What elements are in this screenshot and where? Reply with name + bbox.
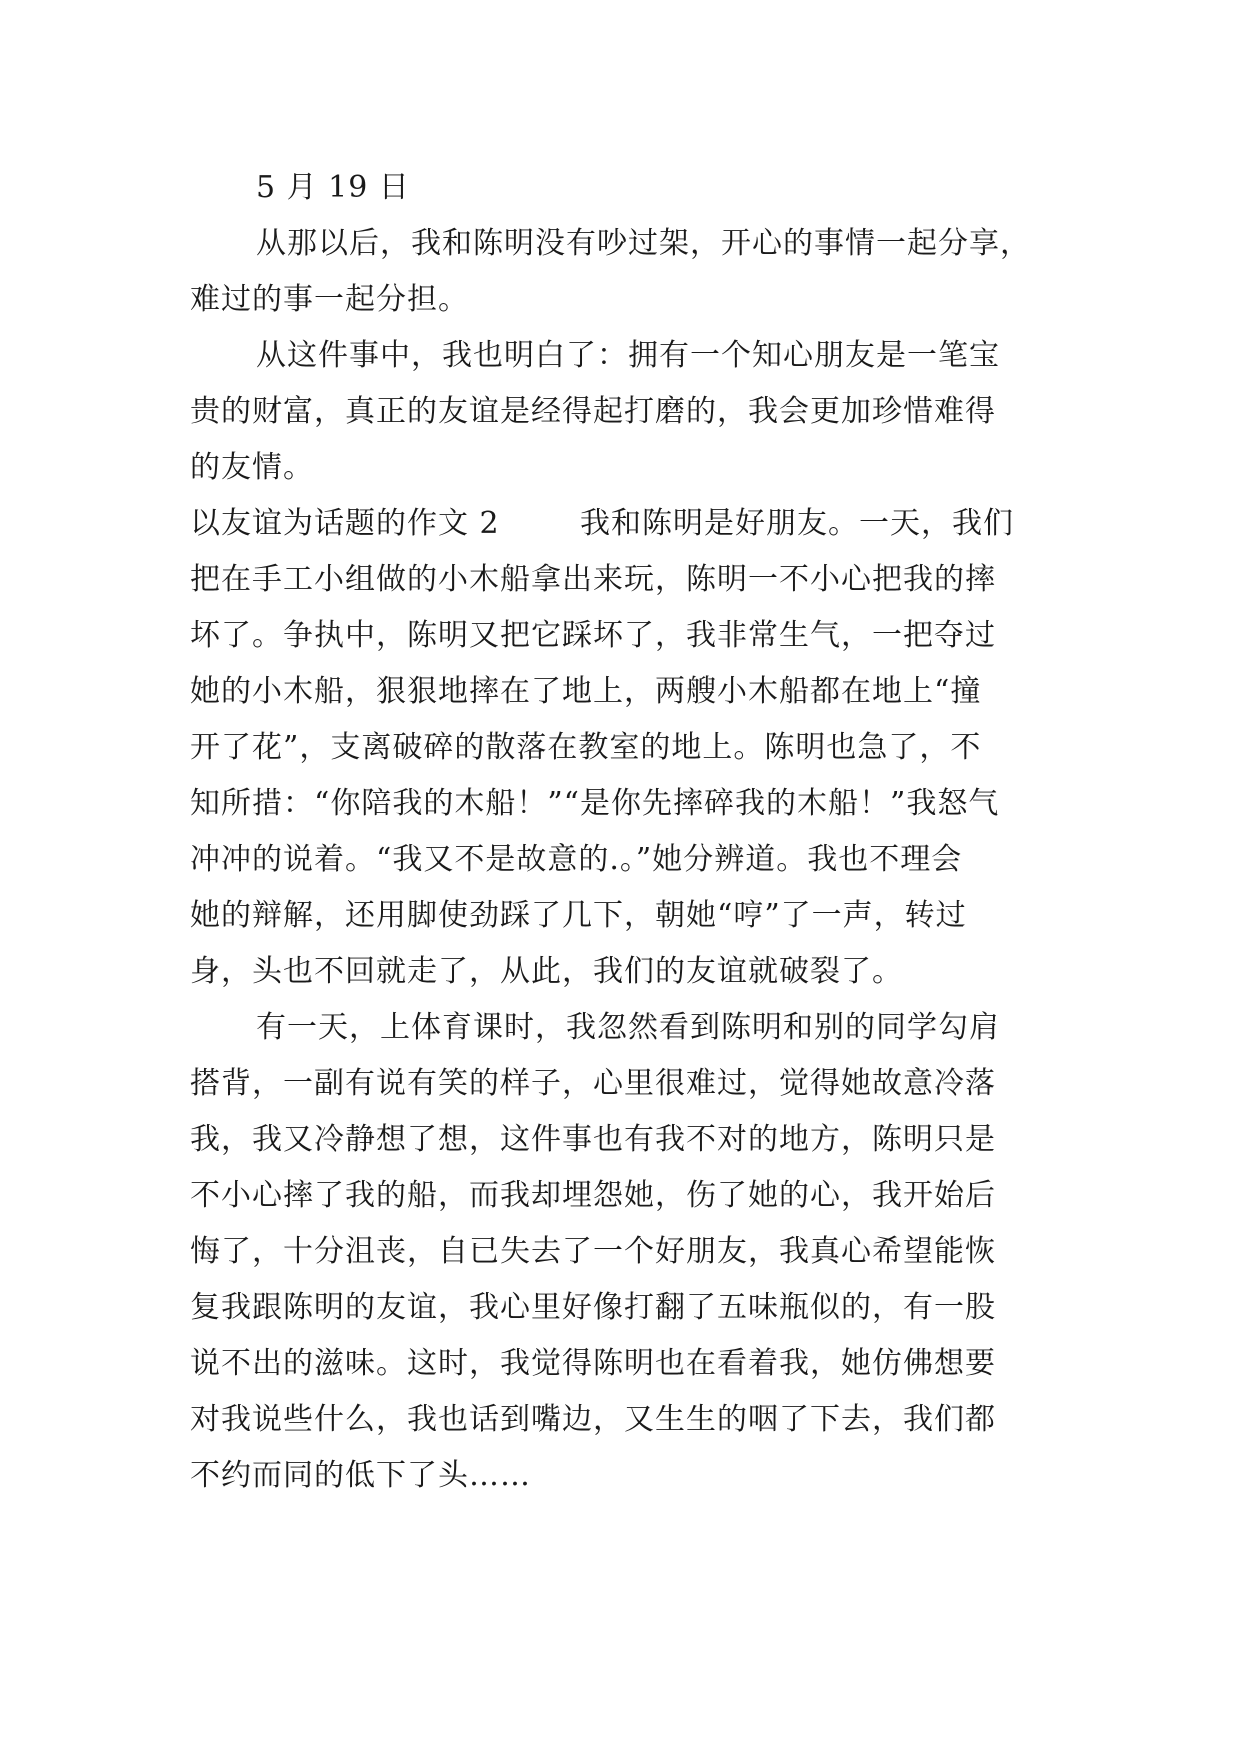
text-line: 有一天，上体育课时，我忽然看到陈明和别的同学勾肩 xyxy=(256,1010,1000,1045)
paragraph-4 xyxy=(190,1000,1050,1504)
text-line: 她的辩解，还用脚使劲踩了几下，朝她“哼”了一声，转过 xyxy=(190,898,967,933)
text-line: 把在手工小组做的小木船拿出来玩，陈明一不小心把我的摔 xyxy=(190,562,996,597)
text-line: 坏了。争执中，陈明又把它踩坏了，我非常生气，一把夺过 xyxy=(190,618,996,653)
text-line: 她的小木船，狠狠地摔在了地上，两艘小木船都在地上“撞 xyxy=(190,674,982,709)
text-line: 不约而同的低下了头…… xyxy=(190,1458,531,1493)
text-line: 贵的财富，真正的友谊是经得起打磨的，我会更加珍惜难得 xyxy=(190,394,996,429)
text-line: 不小心摔了我的船，而我却埋怨她，伤了她的心，我开始后 xyxy=(190,1178,996,1213)
text-line: 我，我又冷静想了想，这件事也有我不对的地方，陈明只是 xyxy=(190,1122,996,1157)
date-line: 5 月 19 日 xyxy=(256,170,410,205)
essay-title: 以友谊为话题的作文 2 xyxy=(190,506,500,541)
text-line: 冲冲的说着。“我又不是故意的.。”她分辨道。我也不理会 xyxy=(190,842,963,877)
text-line: 我和陈明是好朋友。一天，我们 xyxy=(580,506,1014,541)
text-line: 对我说些什么，我也话到嘴边，又生生的咽了下去，我们都 xyxy=(190,1402,996,1437)
text-line: 难过的事一起分担。 xyxy=(190,282,469,317)
text-line: 从那以后，我和陈明没有吵过架，开心的事情一起分享， xyxy=(256,226,1031,261)
paragraph-1 xyxy=(190,216,1050,328)
text-line: 复我跟陈明的友谊，我心里好像打翻了五味瓶似的，有一股 xyxy=(190,1290,996,1325)
essay-text xyxy=(190,160,1050,1504)
text-line: 从这件事中，我也明白了：拥有一个知心朋友是一笔宝 xyxy=(256,338,1000,373)
paragraph-2 xyxy=(190,328,1050,496)
text-line: 身，头也不回就走了，从此，我们的友谊就破裂了。 xyxy=(190,954,903,989)
essay-heading-line xyxy=(190,496,1050,552)
text-line: 开了花”，支离破碎的散落在教室的地上。陈明也急了，不 xyxy=(190,730,982,765)
text-line: 悔了，十分沮丧，自已失去了一个好朋友，我真心希望能恢 xyxy=(190,1234,996,1269)
text-line: 的友情。 xyxy=(190,450,314,485)
paragraph-3 xyxy=(190,496,1050,1000)
text-line: 说不出的滋味。这时，我觉得陈明也在看着我，她仿佛想要 xyxy=(190,1346,996,1381)
text-line: 知所措：“你陪我的木船！”“是你先摔碎我的木船！”我怒气 xyxy=(190,786,1000,821)
text-line: 搭背，一副有说有笑的样子，心里很难过，觉得她故意冷落 xyxy=(190,1066,996,1101)
